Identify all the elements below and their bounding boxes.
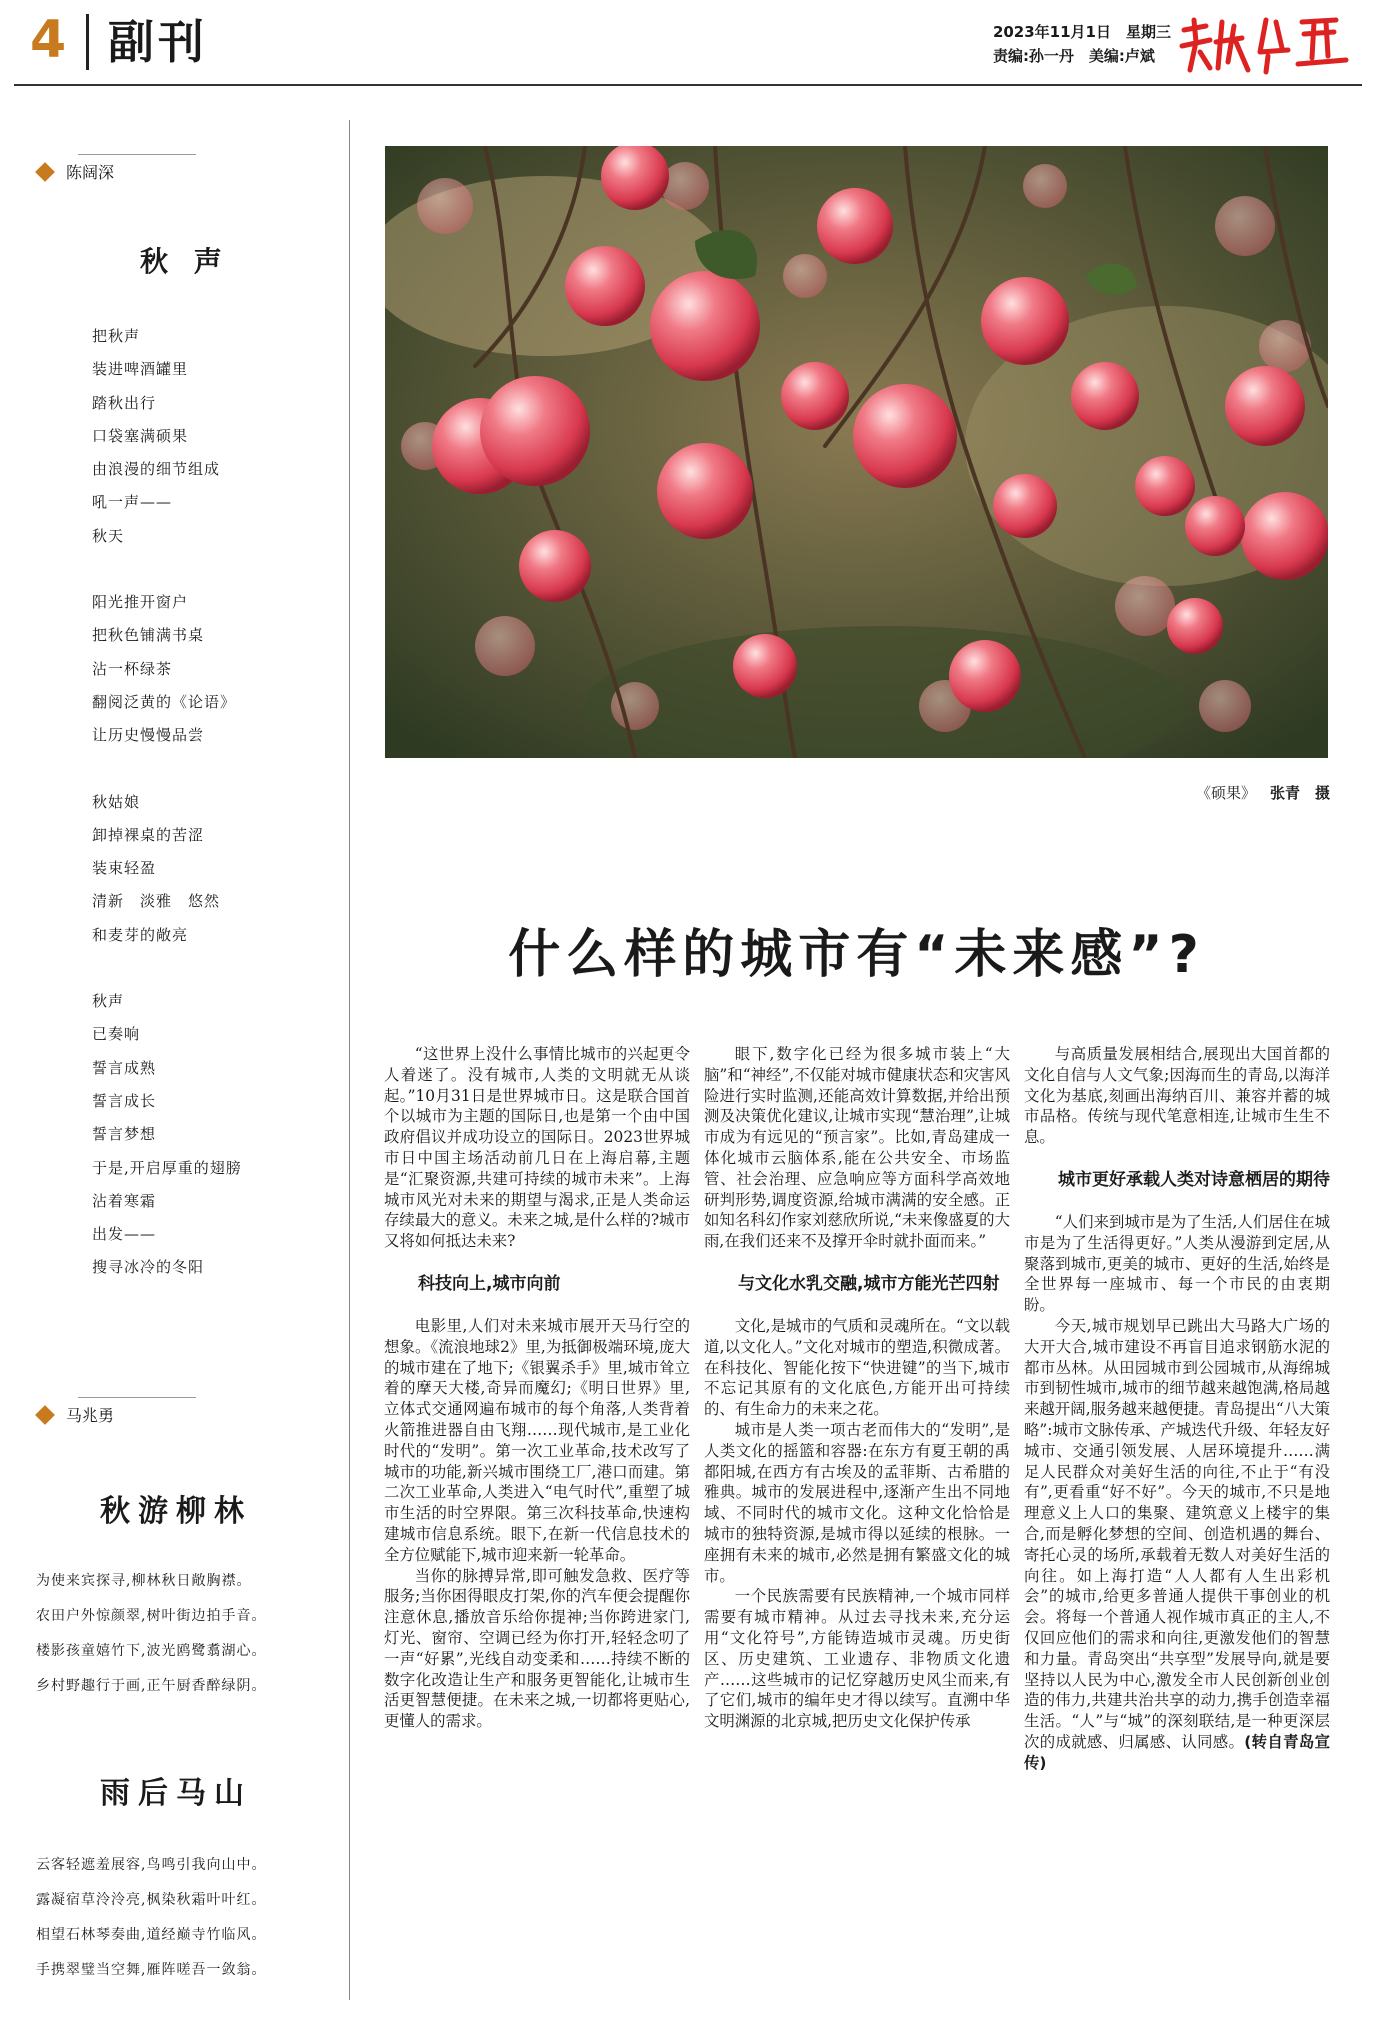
poem2-author: 马兆勇 — [38, 1403, 114, 1426]
poem-line: 让历史慢慢品尝 — [92, 726, 205, 745]
editors-line: 责编:孙一丹 美编:卢斌 — [992, 47, 1155, 65]
poem-line: 装束轻盈 — [92, 859, 157, 878]
article-column-2 — [704, 1044, 1010, 1732]
stanza — [92, 320, 332, 553]
article-column-1 — [384, 1044, 690, 1732]
paragraph: “人们来到城市是为了生活,人们居住在城市是为了生活得更好。”人类从漫游到定居,从聚落到城市,更美的城市、更好的生活,始终是全世界每一座城市、每一个市民的由衷期盼。 — [1024, 1212, 1330, 1315]
poem-line: 阳光推开窗户 — [92, 593, 189, 612]
header-info — [993, 20, 1171, 68]
poem-line: 由浪漫的细节组成 — [92, 460, 221, 479]
poem-line: 云客轻遮羞展容,鸟鸣引我向山中。 — [36, 1857, 267, 1873]
poem-line: 已奏响 — [92, 1025, 141, 1044]
poem-line: 装进啤酒罐里 — [92, 360, 189, 379]
poem-line: 和麦芽的敞亮 — [92, 925, 189, 944]
photo-caption-title: 《硕果》 — [1195, 784, 1256, 802]
article-headline: 什么样的城市有“未来感”? — [508, 925, 1205, 985]
poem-line: 沾一杯绿茶 — [92, 659, 173, 678]
page-number: 4 — [30, 10, 67, 70]
poem-line: 搜寻冰冷的冬阳 — [92, 1258, 205, 1277]
header-rule — [14, 84, 1362, 86]
poem-line: 把秋声 — [92, 327, 141, 345]
poem-line: 吼一声—— — [92, 493, 173, 512]
paragraph: 今天,城市规划早已跳出大马路大广场的大开大合,城市建设不再盲目追求钢筋水泥的都市丛林。从田园城市到公园城市,从海绵城市到韧性城市,城市的细节越来越饱满,格局越来越开阔,服务越来越便捷。青岛提出“八大策略”:城市文脉传承、产城迭代升级、年轻友好城市、交通引领发展、人居环境提升……满足人民群众对美好生活的向往,不止于“有没有”,更看重“好不好”。今天的城市,不只是地理意义上人口的集聚、建筑意义上楼宇的集合,而是孵化梦想的空间、创造机遇的舞台、寄托心灵的场所,承载着无数人对美好生活的向往。如上海打造“人人都有人生出彩机会”的城市,给更多普通人提供干事创业的机会。将每一个普通人视作城市真正的主人,不仅回应他们的需求和向往,更激发他们的智慧和力量。青岛突出“共享型”发展导向,就是要坚持以人民为中心,激发全市人民创新创业创造的伟力,共建共治共享的动力,携手创造幸福生活。“人”与“城”的深刻联结,是一种更深层次的成就感、归属感、认同感。(转自青岛宣传) — [1024, 1316, 1330, 1772]
poem2-body — [36, 1564, 336, 1704]
subheading: 城市更好承载人类对诗意栖居的期待 — [1058, 1169, 1330, 1190]
paragraph: 眼下,数字化已经为很多城市装上“大脑”和“神经”,不仅能对城市健康状态和灾害风险进行实时监测,还能高效计算数据,并给出预测及决策优化建议,让城市实现“慧治理”,让城市成为有远见的“预言家”。比如,青岛建成一体化城市云脑体系,能在公共安全、市场监管、社会治理、应急响应等方面科学高效地研判形势,调度资源,给城市满满的安全感。正如知名科幻作家刘慈欣所说,“未来像盛夏的大雨,在我们还来不及撑开伞时就扑面而来。” — [704, 1045, 1010, 1251]
poem-line: 誓言梦想 — [92, 1125, 157, 1144]
diamond-icon — [35, 1405, 55, 1425]
poem-line: 沾着寒霜 — [92, 1191, 157, 1210]
paragraph: 当你的脉搏异常,即可触发急救、医疗等服务;当你困得眼皮打架,你的汽车便会提醒你注意休息,播放音乐给你提神;当你跨进家门,灯光、窗帘、空调已经为你打开,轻轻念叨了一声“好累”,光线自动变柔和……持续不断的数字化改造让生产和服务更智能化,让城市生活更智慧便捷。在未来之城,一切都将更贴心,更懂人的需求。 — [384, 1566, 690, 1731]
poem3-body — [36, 1848, 336, 1988]
header-divider — [86, 14, 89, 70]
poem1-author: 陈阔深 — [38, 160, 114, 183]
poem-line: 乡村野趣行于画,正午厨香醉绿阴。 — [36, 1678, 267, 1694]
poem-line: 农田户外惊颜翠,树叶街边拍手音。 — [36, 1608, 267, 1624]
date-line: 2023年11月1日 星期三 — [992, 23, 1171, 41]
section-title: 副刊 — [108, 15, 208, 69]
poem-line: 手携翠璧当空舞,雁阵嗟吾一敛翁。 — [36, 1962, 267, 1978]
poem-line: 楼影孩童嬉竹下,波光鸥鹭翥湖心。 — [36, 1643, 267, 1659]
article-column-3 — [1024, 1044, 1330, 1774]
stanza — [92, 586, 332, 752]
poem-line: 翻阅泛黄的《论语》 — [92, 692, 237, 711]
subheading: 与文化水乳交融,城市方能光芒四射 — [738, 1273, 1000, 1294]
poem2-title: 秋游柳林 — [100, 1494, 252, 1529]
poem1-body — [92, 320, 332, 1285]
poem-line: 口袋塞满硕果 — [92, 426, 189, 445]
paragraph: 电影里,人们对未来城市展开天马行空的想象。《流浪地球2》里,为抵御极端环境,庞大的城市建在了地下;《银翼杀手》里,城市耸立着的摩天大楼,奇异而魔幻;《明日世界》里,立体式交通网遍布城市的每个角落,人类背着火箭推进器自由飞翔……现代城市,是工业化时代的“发明”。第一次工业革命,技术改写了城市的功能,新兴城市围绕工厂,港口而建。第二次工业革命,人类进入“电气时代”,重塑了城市生活的时空界限。第三次科技革命,快速构建城市信息系统。眼下,在新一代信息技术的全方位赋能下,城市迎来新一轮革命。 — [384, 1316, 690, 1564]
poem-line: 踏秋出行 — [92, 393, 157, 412]
poem-line: 清新 淡雅 悠然 — [92, 892, 221, 911]
paragraph: 城市是人类一项古老而伟大的“发明”,是人类文化的摇篮和容器:在东方有夏王朝的禹都阳城,在西方有古埃及的孟菲斯、古希腊的雅典。城市的发展进程中,逐渐产生出不同地域、不同时代的城市文化。这种文化恰恰是城市的独特资源,是城市得以延续的根脉。一座拥有未来的城市,必然是拥有繁盛文化的城市。 — [704, 1420, 1010, 1585]
poem-line: 卸掉裸桌的苦涩 — [92, 825, 205, 844]
article-source: (转自青岛宣传) — [1024, 1732, 1330, 1772]
poem-line: 把秋色铺满书桌 — [92, 626, 205, 645]
photo-credit — [1196, 782, 1330, 803]
poem-line: 誓言成熟 — [92, 1058, 157, 1077]
poem-line: 誓言成长 — [92, 1091, 157, 1110]
poem-line: 秋天 — [92, 526, 125, 545]
paragraph: 一个民族需要有民族精神,一个城市同样需要有城市精神。从过去寻找未来,充分运用“文化符号”,方能铸造城市灵魂。历史街区、历史建筑、工业遗存、非物质文化遗产……这些城市的记忆穿越历史风尘而来,有了它们,城市的编年史才得以续写。直溯中华文明渊源的北京城,把历史文化保护传承 — [704, 1587, 1010, 1731]
poem-line: 露凝宿草泠泠亮,枫染秋霜叶叶红。 — [36, 1892, 267, 1908]
poem-line: 为使来宾探寻,柳林秋日敞胸襟。 — [36, 1573, 252, 1589]
poem3-title: 雨后马山 — [100, 1776, 252, 1811]
apple-tree-photo — [385, 146, 1328, 758]
poem-line: 秋声 — [92, 992, 125, 1011]
column-divider — [349, 120, 350, 2000]
paragraph: 与高质量发展相结合,展现出大国首都的文化自信与人文气象;因海而生的青岛,以海洋文化为基底,刻画出海纳百川、兼容并蓄的城市品格。传统与现代笔意相连,让城市生生不息。 — [1024, 1045, 1330, 1147]
paragraph: 文化,是城市的气质和灵魂所在。“文以载道,以文化人。”文化对城市的塑造,积微成著。在科技化、智能化按下“快进键”的当下,城市不忘记其原有的文化底色,方能开出可持续的、有生命力的未来之花。 — [704, 1316, 1010, 1419]
stanza — [92, 985, 332, 1285]
stanza — [92, 786, 332, 952]
poem-line: 相望石林琴奏曲,道经巅寺竹临风。 — [36, 1927, 267, 1943]
subheading: 科技向上,城市向前 — [418, 1273, 561, 1294]
newspaper-logo — [1176, 12, 1356, 78]
poem1-title: 秋 声 — [140, 245, 230, 278]
poem-line: 于是,开启厚重的翅膀 — [92, 1158, 242, 1177]
poem-line: 秋姑娘 — [92, 792, 141, 811]
page-header — [0, 0, 1376, 88]
poem-line: 出发—— — [92, 1225, 157, 1244]
diamond-icon — [35, 162, 55, 182]
photographer: 张青 摄 — [1269, 784, 1330, 802]
paragraph: “这世界上没什么事情比城市的兴起更令人着迷了。没有城市,人类的文明就无从谈起。”10月31日是世界城市日。这是联合国首个以城市为主题的国际日,也是第一个由中国政府倡议并成功设立的国际日。2023世界城市日中国主场活动前几日在上海启幕,主题是“汇聚资源,共建可持续的城市未来”。上海城市风光对未来的期望与渴求,正是人类命运存续最大的意义。未来之城,是什么样的?城市又将如何抵达未来? — [384, 1045, 690, 1251]
